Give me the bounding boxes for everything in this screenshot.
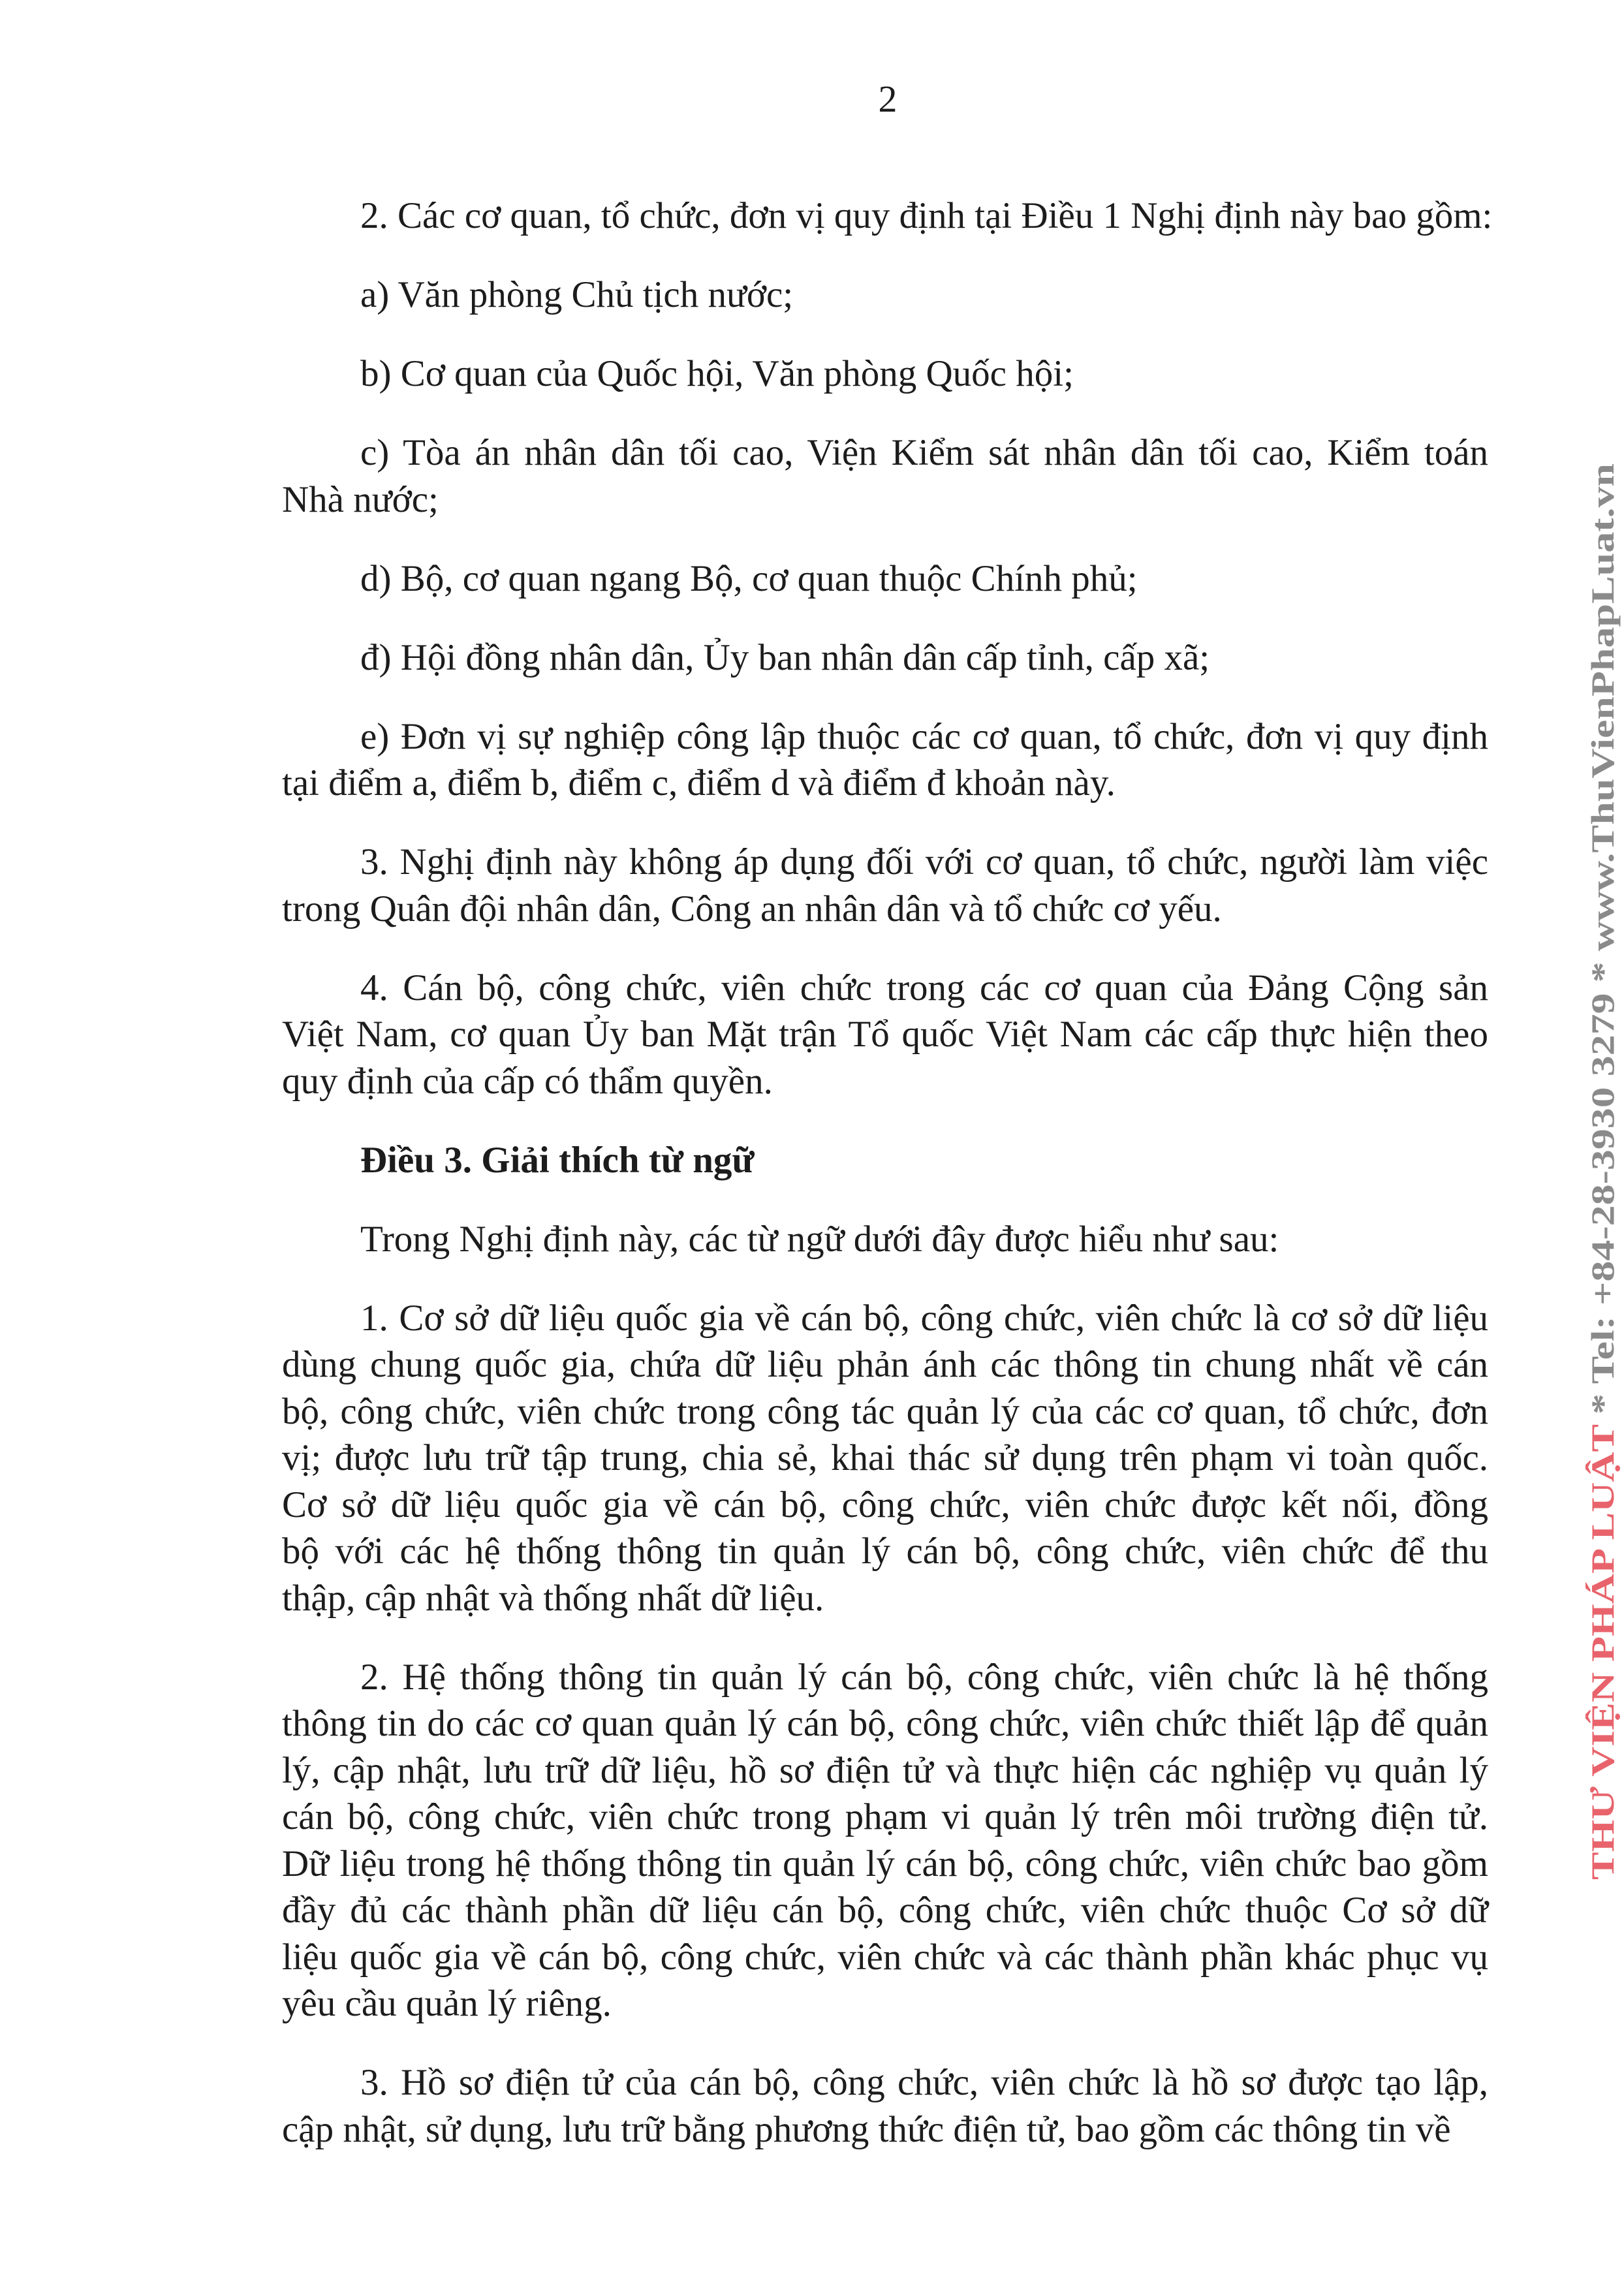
paragraph	[282, 555, 1488, 602]
svg-text:THƯ VIỆN PHÁP LUẬT * Tel: +84-	[1584, 463, 1621, 1880]
text-line: thông tin do các cơ quan quản lý cán bộ, công chức, viên chức thiết lập để quản	[282, 1703, 1488, 1744]
text-line: cập nhật, sử dụng, lưu trữ bằng phương thức điện tử, bao gồm các thông tin về	[282, 2108, 1451, 2150]
text-line: dùng chung quốc gia, chứa dữ liệu phản ánh các thông tin chung nhất về cán	[282, 1344, 1488, 1385]
text-line: 1. Cơ sở dữ liệu quốc gia về cán bộ, công chức, viên chức là cơ sở dữ liệu	[360, 1297, 1488, 1339]
text-line: Điều 3. Giải thích từ ngữ	[360, 1139, 755, 1181]
text-line: liệu quốc gia về cán bộ, công chức, viên chức và các thành phần khác phục vụ	[282, 1936, 1488, 1978]
paragraph	[282, 1216, 1488, 1263]
paragraph	[282, 1654, 1488, 2027]
text-line: Cơ sở dữ liệu quốc gia về cán bộ, công chức, viên chức được kết nối, đồng	[282, 1484, 1488, 1525]
document-body	[282, 193, 1493, 2185]
text-line: lý, cập nhật, lưu trữ dữ liệu, hồ sơ điện tử và thực hiện các nghiệp vụ quản lý	[282, 1749, 1488, 1791]
text-line: Nhà nước;	[282, 478, 439, 520]
paragraph	[282, 634, 1488, 681]
paragraph	[282, 429, 1488, 523]
text-line: thập, cập nhật và thống nhất dữ liệu.	[282, 1577, 824, 1619]
text-line: bộ với các hệ thống thông tin quản lý cán bộ, công chức, viên chức để thu	[282, 1531, 1488, 1572]
text-line: đ) Hội đồng nhân dân, Ủy ban nhân dân cấp tỉnh, cấp xã;	[360, 636, 1210, 678]
text-line: quy định của cấp có thẩm quyền.	[282, 1060, 773, 1102]
text-line: 3. Nghị định này không áp dụng đối với cơ quan, tổ chức, người làm việc	[360, 841, 1488, 882]
text-line: c) Tòa án nhân dân tối cao, Viện Kiểm sát nhân dân tối cao, Kiểm toán	[360, 432, 1488, 473]
paragraph	[282, 1295, 1488, 1622]
watermark	[1580, 457, 1624, 1880]
text-line: a) Văn phòng Chủ tịch nước;	[360, 274, 794, 315]
paragraph	[282, 713, 1488, 807]
text-line: yêu cầu quản lý riêng.	[282, 1983, 612, 2024]
text-line: vị; được lưu trữ tập trung, chia sẻ, khai thác sử dụng trên phạm vi toàn quốc.	[282, 1437, 1488, 1478]
text-line: tại điểm a, điểm b, điểm c, điểm d và điểm đ khoản này.	[282, 762, 1116, 803]
text-line: bộ, công chức, viên chức trong công tác quản lý của các cơ quan, tổ chức, đơn	[282, 1390, 1488, 1432]
text-line: b) Cơ quan của Quốc hội, Văn phòng Quốc hội;	[360, 353, 1074, 394]
paragraph	[282, 839, 1488, 932]
text-line: 2. Hệ thống thông tin quản lý cán bộ, công chức, viên chức là hệ thống	[360, 1656, 1488, 1698]
text-line: đầy đủ các thành phần dữ liệu cán bộ, công chức, viên chức thuộc Cơ sở dữ	[282, 1890, 1488, 1931]
paragraph	[282, 965, 1488, 1105]
text-line: Việt Nam, cơ quan Ủy ban Mặt trận Tổ quốc Việt Nam các cấp thực hiện theo	[282, 1014, 1488, 1055]
text-line: trong Quân đội nhân dân, Công an nhân dân và tổ chức cơ yếu.	[282, 888, 1222, 929]
text-line: 4. Cán bộ, công chức, viên chức trong các cơ quan của Đảng Cộng sản	[360, 967, 1488, 1008]
watermark-brand: THƯ VIỆN PHÁP LUẬT	[1584, 1524, 1621, 1880]
page-number: 2	[878, 78, 898, 120]
paragraph	[282, 2059, 1488, 2153]
text-line: e) Đơn vị sự nghiệp công lập thuộc các cơ quan, tổ chức, đơn vị quy định	[360, 715, 1488, 757]
text-line: Dữ liệu trong hệ thống thông tin quản lý cán bộ, công chức, viên chức bao gồm	[282, 1843, 1488, 1884]
text-line: d) Bộ, cơ quan ngang Bộ, cơ quan thuộc Chính phủ;	[360, 557, 1138, 599]
paragraph	[282, 351, 1488, 398]
section-heading	[282, 1137, 1488, 1184]
watermark-contact: * Tel: +84-28-3930 3279 * www.ThuVienPhapLuat.vn	[1584, 673, 1621, 1426]
paragraph	[282, 193, 1493, 240]
text-line: cán bộ, công chức, viên chức trong phạm vi quản lý trên môi trường điện tử.	[282, 1796, 1488, 1837]
text-line: 2. Các cơ quan, tổ chức, đơn vị quy định tại Điều 1 Nghị định này bao gồm:	[360, 195, 1493, 236]
paragraph	[282, 272, 1488, 319]
text-line: Trong Nghị định này, các từ ngữ dưới đây được hiểu như sau:	[360, 1218, 1279, 1260]
text-line: 3. Hồ sơ điện tử của cán bộ, công chức, viên chức là hồ sơ được tạo lập,	[360, 2062, 1488, 2103]
